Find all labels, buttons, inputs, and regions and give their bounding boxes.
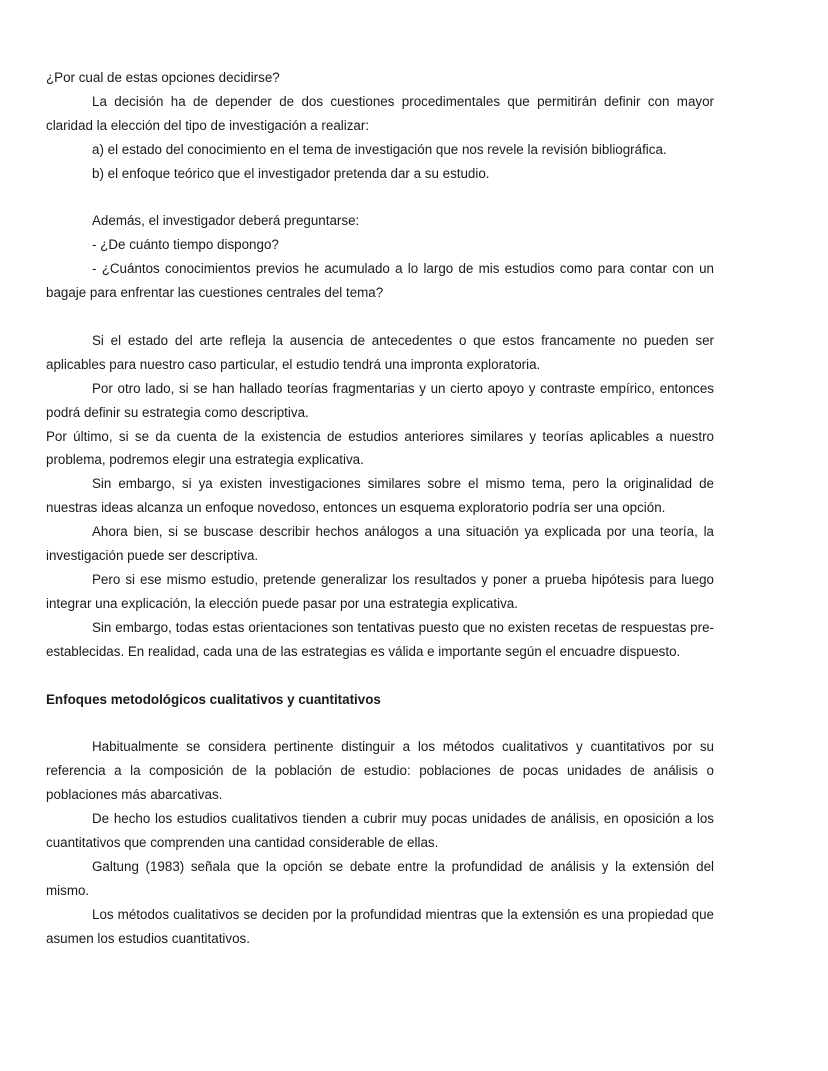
paragraph-exploratory: Si el estado del arte refleja la ausencia de antecedentes o que estos francamente no pueden ser aplicables para nuestro caso particular, el estudio tendrá una impronta exploratoria. — [46, 332, 714, 372]
paragraph-metodos: Los métodos cualitativos se deciden por la profundidad mientras que la extensión es una propiedad que asumen los estudios cuantitativos. — [46, 906, 714, 946]
list-item-a: a) el estado del conocimiento en el tema de investigación que nos revele la revisión bibliográfica. — [92, 141, 667, 157]
paragraph-pero: Pero si ese mismo estudio, pretende generalizar los resultados y poner a prueba hipótesis para luego integrar una explicación, la elección puede pasar por una estrategia explicativa. — [46, 572, 714, 611]
paragraph-ahora-bien: Ahora bien, si se buscase describir hechos análogos a una situación ya explicada por una teoría, la investigación puede ser descriptiva. — [46, 524, 714, 564]
paragraph-galtung: Galtung (1983) señala que la opción se debate entre la profundidad de análisis y la extensión del mismo. — [46, 858, 714, 898]
paragraph-decision: La decisión ha de depender de dos cuestiones procedimentales que permitirán definir con mayor claridad la elección del tipo de investigación a realizar: — [46, 93, 714, 133]
question-time: - ¿De cuánto tiempo dispongo? — [92, 237, 279, 253]
paragraph-tentativas: Sin embargo, todas estas orientaciones son tentativas puesto que no existen recetas de respuestas pre-establecidas. En realidad, cada una de las estrategias es válida e importante según el encuadre dispuesto. — [46, 619, 714, 659]
document-page — [46, 66, 714, 950]
section-heading: Enfoques metodológicos cualitativos y cuantitativos — [46, 691, 381, 707]
question-knowledge: - ¿Cuántos conocimientos previos he acumulado a lo largo de mis estudios como para contar con un bagaje para enfrentar las cuestiones centrales del tema? — [46, 261, 714, 301]
paragraph-sin-embargo: Sin embargo, si ya existen investigaciones similares sobre el mismo tema, pero la originalidad de nuestras ideas alcanza un enfoque novedoso, entonces un esquema exploratorio podría ser una opción. — [46, 476, 714, 516]
paragraph-question: ¿Por cual de estas opciones decidirse? — [46, 70, 280, 85]
paragraph-ademas: Además, el investigador deberá preguntarse: — [92, 213, 360, 229]
list-item-b: b) el enfoque teórico que el investigador pretenda dar a su estudio. — [92, 165, 490, 181]
paragraph-de-hecho: De hecho los estudios cualitativos tienden a cubrir muy pocas unidades de análisis, en oposición a los cuantitativos que comprenden una cantidad considerable de ellas. — [46, 811, 714, 850]
paragraph-explicative: Por último, si se da cuenta de la existencia de estudios anteriores similares y teorías aplicables a nuestro problema, podremos elegir una estrategia explicativa. — [46, 428, 714, 468]
paragraph-descriptive: Por otro lado, si se han hallado teorías fragmentarias y un cierto apoyo y contraste empírico, entonces podrá definir su estrategia como descriptiva. — [46, 380, 714, 420]
paragraph-habitualmente: Habitualmente se considera pertinente distinguir a los métodos cualitativos y cuantitativos por su referencia a la composición de la población de estudio: poblaciones de pocas unidades de análisis o poblaciones más abarcativas. — [46, 739, 714, 803]
